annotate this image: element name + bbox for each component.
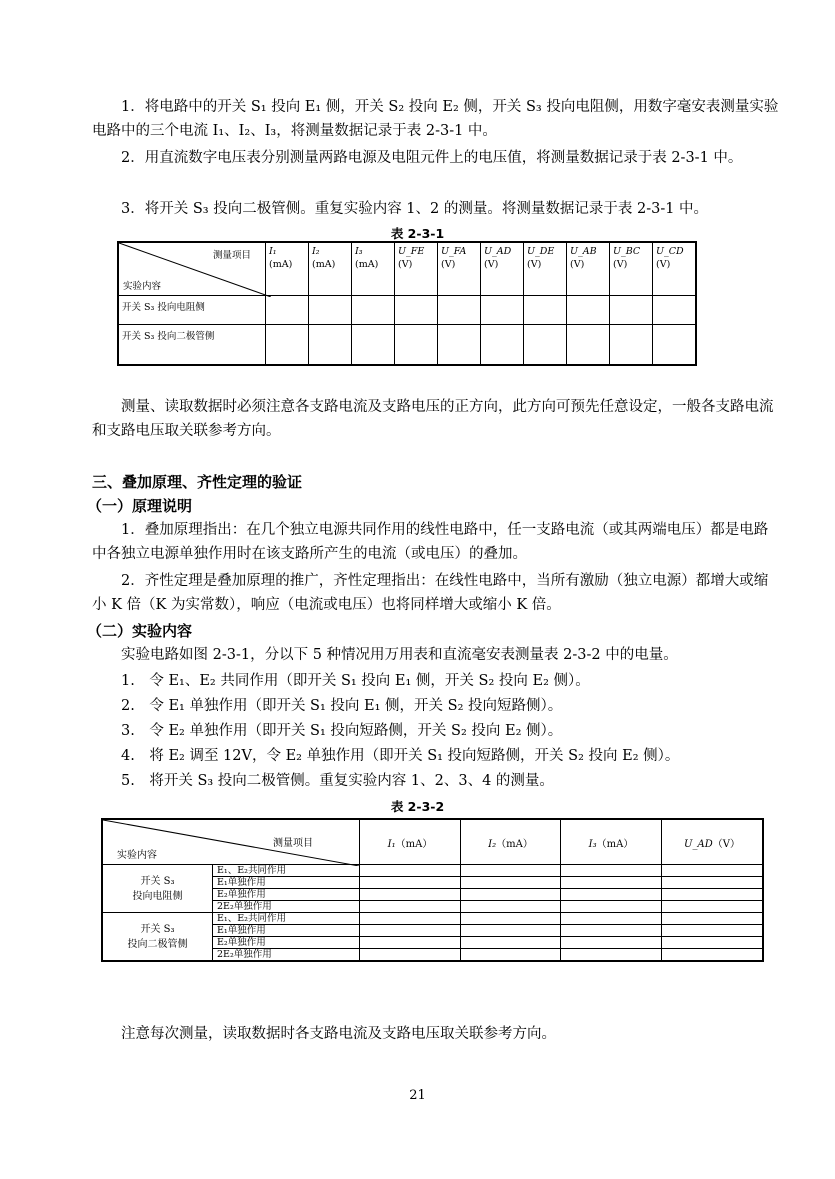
data-cell[interactable] — [309, 325, 352, 365]
paragraph-step-1: 1．将电路中的开关 S₁ 投向 E₁ 侧，开关 S₂ 投向 E₂ 侧，开关 S₃ 投向电阻侧，用数字毫安表测量实验电路中的三个电流 I₁、I₂、I₃，将测量数据记录于表 2-3-1 中。 — [92, 99, 779, 139]
condition-label: E₂单独作用 — [213, 937, 360, 949]
data-cell[interactable] — [360, 877, 461, 889]
row-label-diode: 开关 S₃ 投向二极管侧 — [118, 325, 266, 365]
data-cell[interactable] — [653, 325, 697, 365]
data-cell[interactable] — [461, 865, 561, 877]
column-header: U_FA (V) — [438, 242, 481, 296]
data-cell[interactable] — [662, 865, 764, 877]
data-cell[interactable] — [561, 925, 662, 937]
data-cell[interactable] — [461, 889, 561, 901]
list-item-4: 4. 将 E₂ 调至 12V，令 E₂ 单独作用（即开关 S₁ 投向短路侧，开关 S₂ 投向 E₂ 侧）。 — [121, 748, 680, 764]
paragraph-homogeneity: 2．齐性定理是叠加原理的推广，齐性定理指出：在线性电路中，当所有激励（独立电源）都增大或缩小 K 倍（K 为实常数），响应（电流或电压）也将同样增大或缩小 K 倍。 — [92, 573, 769, 613]
data-cell[interactable] — [561, 913, 662, 925]
data-cell[interactable] — [561, 877, 662, 889]
data-cell[interactable] — [461, 877, 561, 889]
data-cell[interactable] — [461, 937, 561, 949]
column-header: I₃ (mA) — [352, 242, 395, 296]
column-header: U_AD（V） — [662, 819, 764, 865]
corner-experiment-label: 实验内容 — [123, 281, 162, 292]
data-cell[interactable] — [309, 296, 352, 325]
data-cell[interactable] — [461, 949, 561, 962]
column-header: I₂（mA） — [461, 819, 561, 865]
group-label-resistor: 开关 S₃ 投向电阻侧 — [102, 865, 213, 913]
data-cell[interactable] — [438, 296, 481, 325]
column-header: U_AB (V) — [567, 242, 610, 296]
data-cell[interactable] — [662, 913, 764, 925]
data-cell[interactable] — [266, 325, 309, 365]
data-cell[interactable] — [561, 901, 662, 913]
subsection-heading-principle: （一）原理说明 — [87, 497, 193, 515]
paragraph-superposition: 1．叠加原理指出：在几个独立电源共同作用的线性电路中，任一支路电流（或其两端电压）都是电路中各独立电源单独作用时在该支路所产生的电流（或电压）的叠加。 — [92, 522, 769, 562]
condition-label: E₂单独作用 — [213, 889, 360, 901]
table-corner-header — [102, 819, 360, 865]
paragraph-step-2: 2．用直流数字电压表分别测量两路电源及电阻元件上的电压值，将测量数据记录于表 2-3-1 中。 — [121, 150, 743, 166]
paragraph-final-note: 注意每次测量，读取数据时各支路电流及支路电压取关联参考方向。 — [121, 1026, 556, 1042]
data-cell[interactable] — [561, 889, 662, 901]
column-header: I₃（mA） — [561, 819, 662, 865]
data-cell[interactable] — [360, 937, 461, 949]
row-label-resistor: 开关 S₃ 投向电阻侧 — [118, 296, 266, 325]
data-cell[interactable] — [360, 865, 461, 877]
page-number: 21 — [409, 1088, 426, 1103]
data-cell[interactable] — [481, 325, 524, 365]
data-cell[interactable] — [662, 901, 764, 913]
data-cell[interactable] — [662, 877, 764, 889]
data-cell[interactable] — [561, 865, 662, 877]
data-cell[interactable] — [395, 296, 438, 325]
table-2-3-1-caption: 表 2-3-1 — [390, 226, 445, 241]
data-cell[interactable] — [610, 296, 653, 325]
data-cell[interactable] — [360, 913, 461, 925]
corner-measure-label: 测量项目 — [273, 838, 313, 849]
column-header: I₁（mA） — [360, 819, 461, 865]
data-cell[interactable] — [524, 325, 567, 365]
list-item-5: 5. 将开关 S₃ 投向二极管侧。重复实验内容 1、2、3、4 的测量。 — [121, 773, 554, 789]
data-cell[interactable] — [662, 949, 764, 962]
data-cell[interactable] — [266, 296, 309, 325]
data-cell[interactable] — [352, 325, 395, 365]
data-cell[interactable] — [662, 925, 764, 937]
subsection-heading-content: （二）实验内容 — [87, 622, 193, 640]
data-cell[interactable] — [461, 925, 561, 937]
data-cell[interactable] — [461, 901, 561, 913]
data-cell[interactable] — [360, 949, 461, 962]
column-header: U_BC (V) — [610, 242, 653, 296]
data-cell[interactable] — [438, 325, 481, 365]
group-label-diode: 开关 S₃ 投向二极管侧 — [102, 913, 213, 962]
data-cell[interactable] — [360, 925, 461, 937]
data-cell[interactable] — [352, 296, 395, 325]
table-corner-header — [118, 242, 266, 296]
data-cell[interactable] — [561, 949, 662, 962]
list-item-3: 3. 令 E₂ 单独作用（即开关 S₁ 投向短路侧，开关 S₂ 投向 E₂ 侧）。 — [121, 723, 563, 739]
data-cell[interactable] — [395, 325, 438, 365]
data-cell[interactable] — [561, 937, 662, 949]
condition-label: 2E₂单独作用 — [213, 949, 360, 962]
paragraph-circuit-intro: 实验电路如图 2-3-1，分以下 5 种情况用万用表和直流毫安表测量表 2-3-2 中的电量。 — [121, 647, 678, 663]
paragraph-step-3: 3．将开关 S₃ 投向二极管侧。重复实验内容 1、2 的测量。将测量数据记录于表 2-3-1 中。 — [121, 201, 709, 217]
section-heading: 三、叠加原理、齐性定理的验证 — [92, 473, 303, 491]
condition-label: E₁单独作用 — [213, 877, 360, 889]
paragraph-measure-note: 测量、读取数据时必须注意各支路电流及支路电压的正方向，此方向可预先任意设定，一般各支路电流和支路电压取关联参考方向。 — [92, 399, 774, 439]
column-header: I₁ (mA) — [266, 242, 309, 296]
data-cell[interactable] — [360, 889, 461, 901]
column-header: U_CD (V) — [653, 242, 697, 296]
data-cell[interactable] — [567, 296, 610, 325]
column-header: U_FE (V) — [395, 242, 438, 296]
data-cell[interactable] — [653, 296, 697, 325]
column-header: U_DE (V) — [524, 242, 567, 296]
table-2-3-2 — [101, 818, 764, 962]
corner-measure-label: 测量项目 — [212, 250, 251, 261]
data-cell[interactable] — [524, 296, 567, 325]
data-cell[interactable] — [610, 325, 653, 365]
data-cell[interactable] — [567, 325, 610, 365]
condition-label: E₁、E₂共同作用 — [213, 865, 360, 877]
table-2-3-1 — [117, 241, 697, 366]
condition-label: E₁、E₂共同作用 — [213, 913, 360, 925]
condition-label: 2E₂单独作用 — [213, 901, 360, 913]
column-header: U_AD (V) — [481, 242, 524, 296]
corner-experiment-label: 实验内容 — [117, 850, 157, 861]
list-item-1: 1. 令 E₁、E₂ 共同作用（即开关 S₁ 投向 E₁ 侧，开关 S₂ 投向 E₂ 侧）。 — [121, 673, 590, 689]
condition-label: E₁单独作用 — [213, 925, 360, 937]
data-cell[interactable] — [662, 937, 764, 949]
data-cell[interactable] — [360, 901, 461, 913]
table-2-3-2-caption: 表 2-3-2 — [390, 799, 445, 814]
list-item-2: 2. 令 E₁ 单独作用（即开关 S₁ 投向 E₁ 侧，开关 S₂ 投向短路侧）。 — [121, 698, 563, 714]
column-header: I₂ (mA) — [309, 242, 352, 296]
data-cell[interactable] — [461, 913, 561, 925]
data-cell[interactable] — [662, 889, 764, 901]
data-cell[interactable] — [481, 296, 524, 325]
